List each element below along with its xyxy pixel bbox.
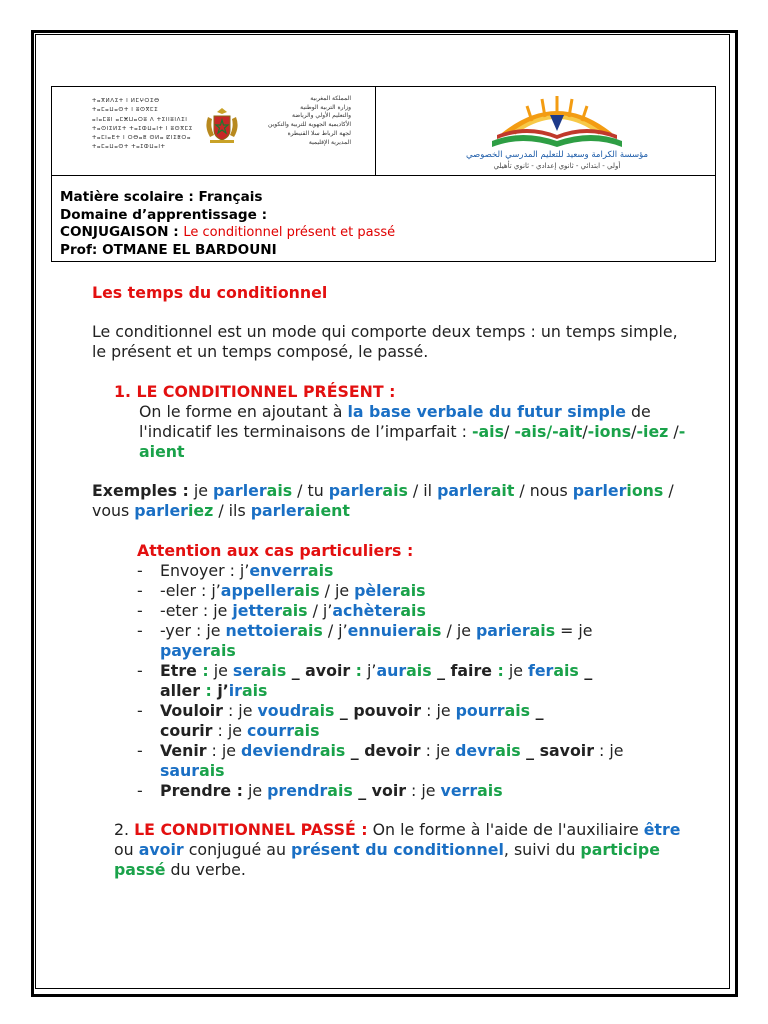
special-cases-heading: Attention aux cas particuliers :	[137, 541, 414, 560]
tifinagh-line: ⵜⴰⵎⴰⵡⴰⵙⵜ ⵜⴰⵊⵀⵡⴰⵏⵜ	[92, 144, 166, 151]
intro-paragraph: Le conditionnel est un mode qui comporte deux temps : un temps simple, le présent et un temps composé, le passé.	[92, 322, 678, 361]
tifinagh-line: ⵜⴰⵎⵏⴰⴹⵜ ⵏ ⵔⴱⴰⵟ ⵙⵍⴰ ⵇⵏⵉⵟⵔⴰ	[92, 135, 192, 142]
prof-label: Prof: OTMANE EL BARDOUNI	[60, 241, 277, 258]
tifinagh-text	[92, 97, 193, 153]
arabic-line: المملكة المغربية	[310, 95, 351, 102]
list-item: - Prendre : je prendrais _ voir : je verrais	[137, 781, 692, 801]
school-logo	[432, 91, 682, 171]
logo-title: مؤسسة الكرامة وسعيد للتعليم المدرسي الخصوصي	[465, 150, 649, 160]
header-box	[51, 86, 716, 262]
list-item: - Etre : je serais _ avoir : j’aurais _ faire : je ferais _ aller : j’irais	[137, 661, 692, 701]
section-present	[114, 382, 692, 462]
arabic-line: المديرية الإقليمية	[308, 138, 351, 146]
header-logos-row	[52, 87, 715, 176]
arabic-line: وزارة التربية الوطنية	[300, 103, 351, 111]
tifinagh-line: ⵜⴰⴳⵍⴷⵉⵜ ⵏ ⵍⵎⵖⵔⵉⴱ	[92, 98, 160, 104]
arabic-line: لجهة الرباط سلا القنيطرة	[287, 129, 351, 137]
special-cases-list	[137, 561, 692, 801]
examples-paragraph: Exemples : je parlerais / tu parlerais / il parlerait / nous parlerions / vous parleriez / ils parleraient	[92, 481, 674, 520]
section-present-heading: 1. LE CONDITIONNEL PRÉSENT :	[114, 382, 396, 401]
list-item: - Vouloir : je voudrais _ pouvoir : je pourrais _ courir : je courrais	[137, 701, 692, 741]
course-info	[60, 189, 395, 259]
logo-subtitle: أولي - ابتدائي - ثانوي إعدادي - ثانوي تأهيلي	[493, 162, 621, 170]
special-cases	[137, 541, 692, 801]
tifinagh-line: ⵜⴰⵎⴰⵡⴰⵙⵜ ⵏ ⵓⵙⴳⵎⵉ	[92, 107, 159, 114]
arabic-line: والتعليم الأولي والرياضة	[291, 112, 351, 120]
list-item: - -yer : je nettoierais / j’ennuierais / je parierais = je payerais	[137, 621, 692, 661]
conj-topic: Le conditionnel présent et passé	[183, 225, 396, 240]
list-item: - -eter : je jetterais / j’achèterais	[137, 601, 692, 621]
list-item: - Venir : je deviendrais _ devoir : je devrais _ savoir : je saurais	[137, 741, 692, 781]
tifinagh-line: ⵜⴰⵙⵏⵉⵍⵉⵜ ⵜⴰⵊⵀⵡⴰⵏⵜ ⵏ ⵓⵙⴳⵎⵉ	[92, 125, 193, 132]
coat-of-arms-icon	[200, 105, 244, 145]
list-item: - Envoyer : j’enverrais	[137, 561, 692, 581]
arabic-text	[268, 95, 351, 147]
section-past: 2. LE CONDITIONNEL PASSÉ : On le forme à l'aide de l'auxiliaire être ou avoir conjugué au présent du conditionnel, suivi du participe passé du verbe.	[114, 820, 681, 879]
conjugation-line	[60, 224, 395, 242]
arabic-line: الأكاديمية الجهوية للتربية والتكوين	[268, 121, 351, 129]
lesson-content	[92, 283, 692, 880]
domain-label: Domaine d’apprentissage :	[60, 206, 268, 223]
ministry-cell	[52, 87, 376, 175]
tifinagh-line: ⴰⵏⴰⵎⵓⵏ ⴰⵎⵥⵡⴰⵔⵓ ⴷ ⵜⵉⵏⵏⵓⵏⴷⵉⵏ	[92, 116, 188, 123]
list-item: - -eler : j’appellerais / je pèlerais	[137, 581, 692, 601]
conj-label: CONJUGAISON :	[60, 224, 184, 240]
subject-label: Matière scolaire : Français	[60, 189, 263, 205]
lesson-title: Les temps du conditionnel	[92, 283, 328, 302]
open-book-icon	[492, 115, 622, 147]
section-present-text: On le forme en ajoutant à la base verbale du futur simple de l'indicatif les terminaisons de l’imparfait : -ais/ -ais/-ait/-ions/-iez /-aient	[139, 402, 686, 461]
